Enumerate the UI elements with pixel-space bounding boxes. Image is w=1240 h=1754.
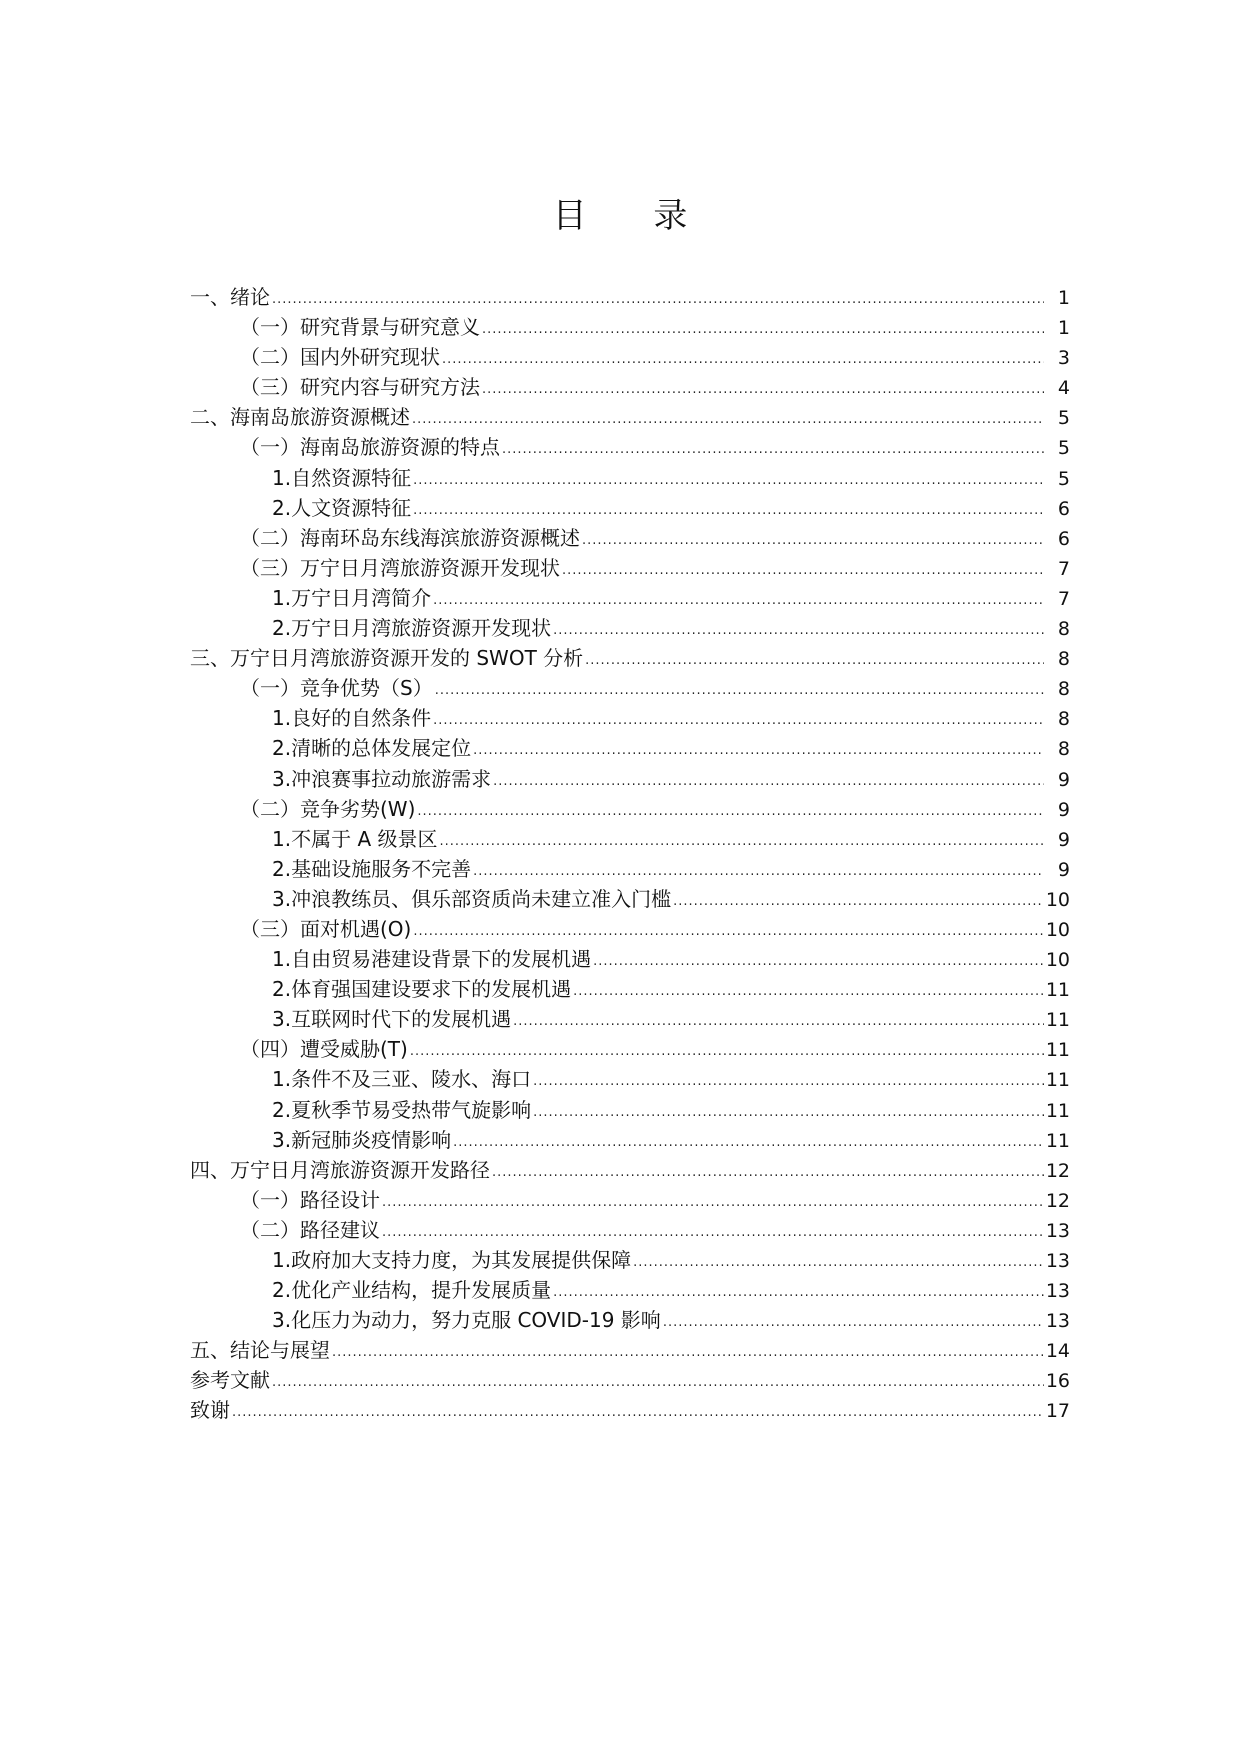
- toc-entry-page-number: 13: [1045, 1250, 1070, 1272]
- toc-entry-title: （三）研究内容与研究方法: [240, 375, 480, 400]
- toc-entry[interactable]: [190, 1064, 1070, 1094]
- toc-entry[interactable]: [190, 493, 1070, 523]
- toc-entry-page-number: 11: [1045, 1129, 1070, 1152]
- toc-entry[interactable]: [190, 402, 1070, 432]
- toc-entry-title: 1.自由贸易港建设背景下的发展机遇: [272, 947, 592, 972]
- toc-entry-title: （二）海南环岛东线海滨旅游资源概述: [240, 525, 580, 550]
- toc-entry[interactable]: [190, 673, 1070, 703]
- toc-entry[interactable]: [190, 643, 1070, 673]
- toc-entry-title: （一）路径设计: [240, 1187, 380, 1212]
- dot-leader: [382, 1188, 1044, 1218]
- toc-entry-title: 2.优化产业结构，提升发展质量: [272, 1278, 552, 1303]
- dot-leader: [663, 1308, 1044, 1338]
- dot-leader: [413, 917, 1043, 947]
- toc-entry[interactable]: [190, 432, 1070, 462]
- toc-entry-title: （一）竞争优势（S）: [240, 676, 433, 701]
- dot-leader: [673, 887, 1044, 917]
- toc-entry[interactable]: [190, 703, 1070, 733]
- toc-entry-title: 1.自然资源特征: [272, 465, 412, 490]
- toc-entry-title: 2.体育强国建设要求下的发展机遇: [272, 977, 572, 1002]
- toc-entry-title: 1.良好的自然条件: [272, 706, 432, 731]
- dot-leader: [533, 1067, 1044, 1097]
- toc-entry[interactable]: [190, 1215, 1070, 1245]
- toc-entry-page-number: 11: [1045, 1099, 1070, 1122]
- dot-leader: [453, 1128, 1044, 1158]
- toc-entry-title: 二、海南岛旅游资源概述: [190, 405, 410, 430]
- toc-entry-title: （二）竞争劣势(W): [240, 796, 416, 821]
- toc-entry[interactable]: [190, 1125, 1070, 1155]
- dot-leader: [410, 1037, 1044, 1067]
- dot-leader: [493, 767, 1044, 797]
- dot-leader: [413, 496, 1044, 526]
- toc-entry-title: 3.互联网时代下的发展机遇: [272, 1007, 512, 1032]
- toc-entry-page-number: 10: [1045, 918, 1070, 941]
- toc-entry-page-number: 7: [1057, 587, 1070, 610]
- toc-entry-page-number: 5: [1057, 407, 1070, 430]
- toc-entry[interactable]: [190, 764, 1070, 794]
- toc-entry-title: 3.新冠肺炎疫情影响: [272, 1127, 452, 1152]
- dot-leader: [593, 947, 1044, 977]
- toc-entry-title: 致谢: [190, 1398, 230, 1423]
- toc-entry-page-number: 10: [1045, 949, 1070, 972]
- toc-entry-page-number: 12: [1045, 1189, 1070, 1212]
- toc-entry[interactable]: [190, 312, 1070, 342]
- toc-entry-page-number: 5: [1057, 437, 1070, 460]
- toc-entry-title: 2.夏秋季节易受热带气旋影响: [272, 1097, 532, 1122]
- dot-leader: [433, 586, 1044, 616]
- dot-leader: [513, 1007, 1044, 1037]
- toc-entry-title: （四）遭受威胁(T): [240, 1037, 408, 1062]
- table-of-contents: [190, 282, 1070, 1426]
- toc-entry-page-number: 14: [1045, 1340, 1070, 1363]
- dot-leader: [473, 857, 1044, 887]
- dot-leader: [585, 646, 1044, 676]
- toc-entry-page-number: 6: [1057, 527, 1070, 550]
- dot-leader: [412, 405, 1044, 435]
- dot-leader: [633, 1248, 1044, 1278]
- toc-entry-page-number: 4: [1057, 377, 1070, 400]
- toc-entry-page-number: 8: [1057, 708, 1070, 731]
- toc-entry[interactable]: [190, 1305, 1070, 1335]
- dot-leader: [435, 676, 1044, 706]
- toc-entry[interactable]: [190, 463, 1070, 493]
- dot-leader: [553, 1278, 1044, 1308]
- toc-entry-page-number: 3: [1057, 347, 1070, 370]
- toc-entry-page-number: 12: [1045, 1159, 1070, 1182]
- toc-entry[interactable]: [190, 1034, 1070, 1064]
- dot-leader: [332, 1338, 1044, 1368]
- toc-entry[interactable]: [190, 974, 1070, 1004]
- toc-entry-title: 3.冲浪赛事拉动旅游需求: [272, 766, 492, 791]
- toc-entry[interactable]: [190, 613, 1070, 643]
- toc-entry-page-number: 5: [1057, 467, 1070, 490]
- toc-entry-page-number: 13: [1045, 1219, 1070, 1242]
- toc-entry-title: 1.条件不及三亚、陵水、海口: [272, 1067, 532, 1092]
- dot-leader: [433, 706, 1044, 736]
- toc-entry-title: （三）万宁日月湾旅游资源开发现状: [240, 555, 560, 580]
- toc-entry[interactable]: [190, 733, 1070, 763]
- dot-leader: [502, 435, 1044, 465]
- toc-entry-title: 三、万宁日月湾旅游资源开发的 SWOT 分析: [190, 646, 584, 671]
- toc-entry[interactable]: [190, 1004, 1070, 1034]
- toc-entry-page-number: 1: [1057, 317, 1070, 340]
- toc-entry-page-number: 13: [1045, 1310, 1070, 1333]
- dot-leader: [232, 1398, 1044, 1428]
- toc-entry[interactable]: [190, 1275, 1070, 1305]
- toc-entry-title: 四、万宁日月湾旅游资源开发路径: [190, 1157, 490, 1182]
- toc-entry-page-number: 9: [1057, 768, 1070, 791]
- toc-entry-page-number: 13: [1045, 1280, 1070, 1303]
- toc-entry-page-number: 9: [1057, 858, 1070, 881]
- toc-entry[interactable]: [190, 914, 1070, 944]
- toc-entry-page-number: 8: [1057, 618, 1070, 641]
- toc-entry-title: （一）研究背景与研究意义: [240, 315, 480, 340]
- toc-entry-page-number: 16: [1045, 1370, 1070, 1393]
- toc-entry[interactable]: [190, 583, 1070, 613]
- toc-entry[interactable]: [190, 372, 1070, 402]
- toc-entry-page-number: 17: [1045, 1400, 1070, 1423]
- toc-entry[interactable]: [190, 1365, 1070, 1395]
- toc-entry-page-number: 11: [1045, 1039, 1070, 1062]
- toc-entry-title: 2.人文资源特征: [272, 495, 412, 520]
- dot-leader: [582, 526, 1044, 556]
- toc-entry-title: 1.政府加大支持力度，为其发展提供保障: [272, 1248, 632, 1272]
- dot-leader: [272, 285, 1044, 315]
- toc-entry-title: 3.冲浪教练员、俱乐部资质尚未建立准入门槛: [272, 886, 672, 911]
- toc-entry[interactable]: [190, 523, 1070, 553]
- toc-entry-page-number: 9: [1057, 798, 1070, 821]
- dot-leader: [382, 1218, 1044, 1248]
- toc-entry[interactable]: [190, 854, 1070, 884]
- toc-entry-page-number: 1: [1057, 287, 1070, 309]
- toc-entry-title: 五、结论与展望: [190, 1338, 330, 1363]
- toc-entry-page-number: 8: [1057, 678, 1070, 701]
- toc-entry-page-number: 9: [1057, 828, 1070, 851]
- dot-leader: [413, 466, 1044, 496]
- toc-entry[interactable]: [190, 794, 1070, 824]
- toc-entry-title: 参考文献: [190, 1368, 270, 1393]
- dot-leader: [492, 1158, 1044, 1188]
- toc-entry[interactable]: [190, 1155, 1070, 1185]
- toc-entry-page-number: 8: [1057, 648, 1070, 671]
- toc-entry-page-number: 11: [1045, 1069, 1070, 1092]
- dot-leader: [417, 797, 1044, 827]
- toc-entry-title: 1.万宁日月湾简介: [272, 585, 432, 610]
- toc-entry[interactable]: [190, 1395, 1070, 1425]
- toc-entry[interactable]: [190, 824, 1070, 854]
- toc-entry-title: （二）国内外研究现状: [240, 345, 440, 370]
- dot-leader: [482, 375, 1044, 405]
- toc-entry-title: 2.基础设施服务不完善: [272, 856, 472, 881]
- toc-entry[interactable]: [190, 1185, 1070, 1215]
- toc-entry[interactable]: [190, 1335, 1070, 1365]
- dot-leader: [533, 1098, 1044, 1128]
- toc-entry[interactable]: [190, 282, 1070, 312]
- toc-entry-page-number: 7: [1057, 557, 1070, 580]
- dot-leader: [473, 736, 1044, 766]
- toc-entry-page-number: 6: [1057, 497, 1070, 520]
- toc-entry-page-number: 11: [1045, 979, 1070, 1002]
- dot-leader: [272, 1368, 1044, 1398]
- dot-leader: [562, 556, 1044, 586]
- dot-leader: [553, 616, 1044, 646]
- toc-entry[interactable]: [190, 342, 1070, 372]
- toc-entry[interactable]: [190, 1095, 1070, 1125]
- toc-entry-title: （三）面对机遇(O): [240, 916, 412, 941]
- toc-entry[interactable]: [190, 553, 1070, 583]
- dot-leader: [439, 827, 1044, 857]
- toc-entry-title: （一）海南岛旅游资源的特点: [240, 435, 500, 460]
- toc-entry[interactable]: [190, 944, 1070, 974]
- toc-entry-title: 3.化压力为动力，努力克服 COVID-19 影响: [272, 1308, 661, 1333]
- toc-entry-title: 2.清晰的总体发展定位: [272, 736, 472, 761]
- dot-leader: [573, 977, 1044, 1007]
- toc-entry-title: 1.不属于 A 级景区: [272, 826, 438, 851]
- toc-title: 目 录: [552, 196, 716, 236]
- toc-entry-title: 2.万宁日月湾旅游资源开发现状: [272, 616, 552, 641]
- toc-entry-title: 一、绪论: [190, 285, 270, 309]
- toc-entry-title: （二）路径建议: [240, 1217, 380, 1242]
- toc-entry-page-number: 10: [1045, 888, 1070, 911]
- toc-entry[interactable]: [190, 884, 1070, 914]
- toc-entry-page-number: 11: [1045, 1009, 1070, 1032]
- dot-leader: [442, 345, 1044, 375]
- dot-leader: [482, 315, 1044, 345]
- toc-entry[interactable]: [190, 1245, 1070, 1275]
- toc-entry-page-number: 8: [1057, 738, 1070, 761]
